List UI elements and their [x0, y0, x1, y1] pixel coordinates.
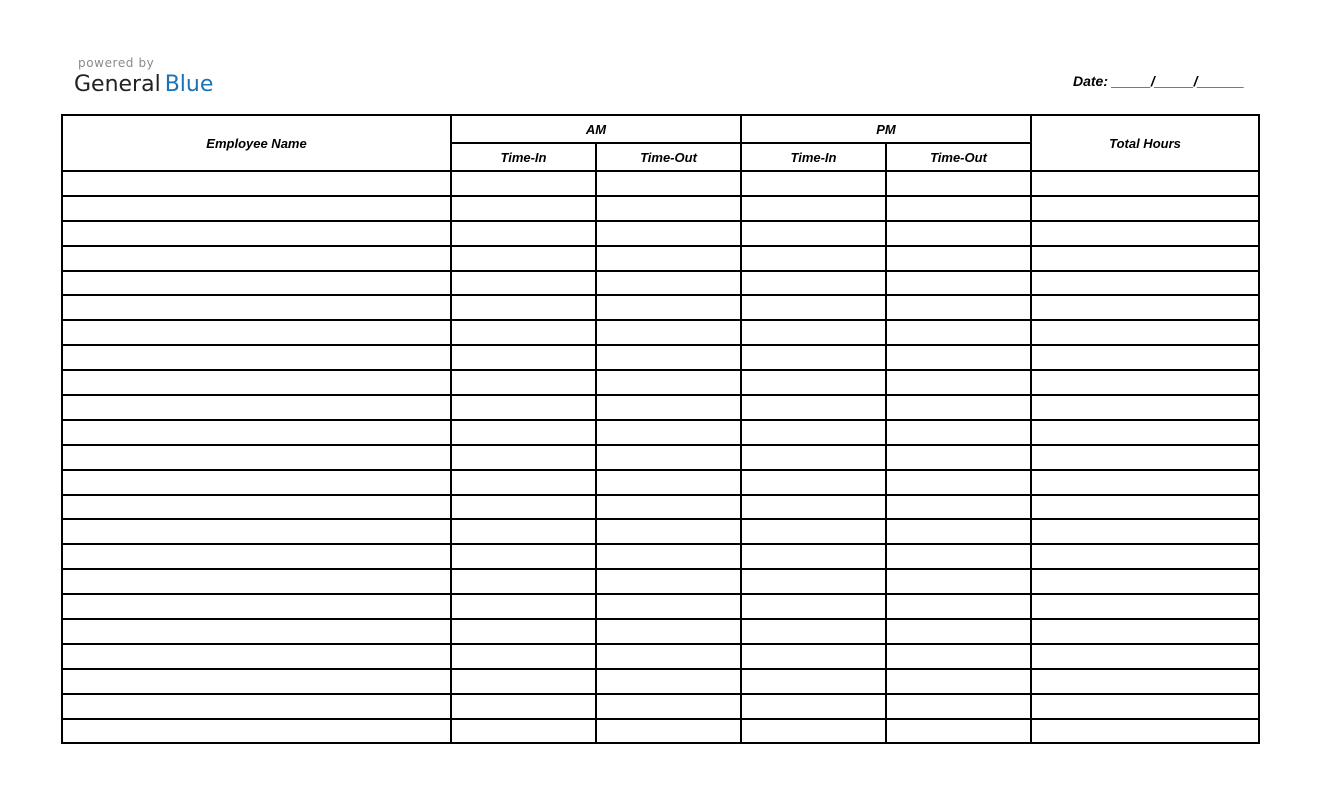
cell-am-time-in[interactable] [451, 619, 596, 644]
cell-employee-name[interactable] [62, 594, 451, 619]
table-row [62, 519, 1259, 544]
cell-am-time-in[interactable] [451, 594, 596, 619]
cell-am-time-in[interactable] [451, 271, 596, 296]
cell-am-time-out[interactable] [596, 295, 741, 320]
cell-employee-name[interactable] [62, 445, 451, 470]
cell-employee-name[interactable] [62, 495, 451, 520]
cell-pm-time-out[interactable] [886, 295, 1031, 320]
cell-total-hours[interactable] [1031, 420, 1259, 445]
table-row [62, 345, 1259, 370]
cell-pm-time-in[interactable] [741, 694, 886, 719]
cell-pm-time-in[interactable] [741, 196, 886, 221]
cell-total-hours[interactable] [1031, 495, 1259, 520]
table-row [62, 594, 1259, 619]
cell-total-hours[interactable] [1031, 370, 1259, 395]
cell-employee-name[interactable] [62, 196, 451, 221]
table-row [62, 495, 1259, 520]
table-row [62, 694, 1259, 719]
cell-am-time-in[interactable] [451, 171, 596, 196]
cell-employee-name[interactable] [62, 370, 451, 395]
cell-am-time-in[interactable] [451, 395, 596, 420]
cell-pm-time-out[interactable] [886, 171, 1031, 196]
cell-total-hours[interactable] [1031, 171, 1259, 196]
cell-pm-time-out[interactable] [886, 669, 1031, 694]
cell-pm-time-out[interactable] [886, 370, 1031, 395]
table-row [62, 644, 1259, 669]
cell-pm-time-in[interactable] [741, 719, 886, 744]
cell-am-time-in[interactable] [451, 669, 596, 694]
cell-pm-time-in[interactable] [741, 420, 886, 445]
cell-am-time-in[interactable] [451, 221, 596, 246]
header-am: AM [451, 115, 741, 143]
cell-total-hours[interactable] [1031, 445, 1259, 470]
cell-am-time-in[interactable] [451, 370, 596, 395]
cell-employee-name[interactable] [62, 295, 451, 320]
cell-am-time-out[interactable] [596, 669, 741, 694]
cell-pm-time-out[interactable] [886, 420, 1031, 445]
cell-employee-name[interactable] [62, 470, 451, 495]
cell-am-time-in[interactable] [451, 719, 596, 744]
cell-total-hours[interactable] [1031, 345, 1259, 370]
cell-employee-name[interactable] [62, 719, 451, 744]
header-am-time-in: Time-In [451, 143, 596, 171]
header-pm-time-in: Time-In [741, 143, 886, 171]
cell-total-hours[interactable] [1031, 619, 1259, 644]
cell-employee-name[interactable] [62, 271, 451, 296]
logo-general: General [74, 72, 161, 97]
cell-pm-time-out[interactable] [886, 445, 1031, 470]
cell-employee-name[interactable] [62, 395, 451, 420]
cell-total-hours[interactable] [1031, 669, 1259, 694]
cell-employee-name[interactable] [62, 544, 451, 569]
cell-pm-time-in[interactable] [741, 594, 886, 619]
cell-total-hours[interactable] [1031, 719, 1259, 744]
cell-am-time-out[interactable] [596, 569, 741, 594]
cell-total-hours[interactable] [1031, 320, 1259, 345]
cell-am-time-out[interactable] [596, 320, 741, 345]
table-row [62, 445, 1259, 470]
table-row [62, 719, 1259, 744]
cell-employee-name[interactable] [62, 519, 451, 544]
cell-pm-time-in[interactable] [741, 470, 886, 495]
cell-am-time-in[interactable] [451, 519, 596, 544]
table-row [62, 271, 1259, 296]
cell-pm-time-out[interactable] [886, 246, 1031, 271]
cell-total-hours[interactable] [1031, 594, 1259, 619]
cell-pm-time-in[interactable] [741, 320, 886, 345]
cell-pm-time-out[interactable] [886, 644, 1031, 669]
cell-total-hours[interactable] [1031, 544, 1259, 569]
table-row [62, 669, 1259, 694]
cell-am-time-out[interactable] [596, 495, 741, 520]
timesheet-table [61, 114, 1260, 744]
table-row [62, 320, 1259, 345]
cell-pm-time-out[interactable] [886, 544, 1031, 569]
cell-employee-name[interactable] [62, 246, 451, 271]
header-total-hours: Total Hours [1031, 115, 1259, 171]
cell-pm-time-out[interactable] [886, 345, 1031, 370]
cell-total-hours[interactable] [1031, 295, 1259, 320]
cell-pm-time-out[interactable] [886, 320, 1031, 345]
cell-am-time-out[interactable] [596, 370, 741, 395]
cell-pm-time-out[interactable] [886, 271, 1031, 296]
cell-am-time-in[interactable] [451, 445, 596, 470]
cell-total-hours[interactable] [1031, 271, 1259, 296]
brand-logo [74, 55, 213, 98]
powered-by-text: powered by [78, 56, 155, 70]
cell-employee-name[interactable] [62, 320, 451, 345]
cell-pm-time-out[interactable] [886, 619, 1031, 644]
cell-pm-time-in[interactable] [741, 345, 886, 370]
table-body [62, 171, 1259, 743]
cell-am-time-out[interactable] [596, 644, 741, 669]
cell-employee-name[interactable] [62, 619, 451, 644]
cell-total-hours[interactable] [1031, 569, 1259, 594]
cell-employee-name[interactable] [62, 569, 451, 594]
cell-pm-time-out[interactable] [886, 395, 1031, 420]
cell-am-time-in[interactable] [451, 495, 596, 520]
cell-am-time-out[interactable] [596, 445, 741, 470]
cell-pm-time-out[interactable] [886, 569, 1031, 594]
table-row [62, 420, 1259, 445]
cell-am-time-out[interactable] [596, 221, 741, 246]
cell-pm-time-in[interactable] [741, 295, 886, 320]
cell-employee-name[interactable] [62, 420, 451, 445]
cell-pm-time-in[interactable] [741, 445, 886, 470]
table-row [62, 246, 1259, 271]
cell-am-time-out[interactable] [596, 519, 741, 544]
cell-am-time-in[interactable] [451, 196, 596, 221]
cell-total-hours[interactable] [1031, 196, 1259, 221]
table-row [62, 569, 1259, 594]
cell-total-hours[interactable] [1031, 644, 1259, 669]
cell-am-time-out[interactable] [596, 171, 741, 196]
cell-am-time-out[interactable] [596, 345, 741, 370]
logo-wordmark [74, 72, 213, 98]
cell-am-time-in[interactable] [451, 544, 596, 569]
cell-am-time-in[interactable] [451, 295, 596, 320]
table-row [62, 544, 1259, 569]
cell-total-hours[interactable] [1031, 246, 1259, 271]
cell-pm-time-in[interactable] [741, 246, 886, 271]
cell-am-time-in[interactable] [451, 644, 596, 669]
cell-am-time-out[interactable] [596, 694, 741, 719]
cell-am-time-out[interactable] [596, 246, 741, 271]
cell-am-time-out[interactable] [596, 395, 741, 420]
cell-pm-time-in[interactable] [741, 519, 886, 544]
cell-pm-time-in[interactable] [741, 221, 886, 246]
table-row [62, 395, 1259, 420]
logo-blue: Blue [164, 72, 214, 97]
table-row [62, 295, 1259, 320]
cell-total-hours[interactable] [1031, 694, 1259, 719]
cell-am-time-in[interactable] [451, 470, 596, 495]
cell-pm-time-out[interactable] [886, 519, 1031, 544]
cell-pm-time-in[interactable] [741, 619, 886, 644]
cell-pm-time-in[interactable] [741, 495, 886, 520]
cell-total-hours[interactable] [1031, 395, 1259, 420]
date-field[interactable]: Date: _____/_____/______ [1073, 73, 1245, 89]
cell-am-time-out[interactable] [596, 271, 741, 296]
cell-pm-time-out[interactable] [886, 594, 1031, 619]
cell-am-time-in[interactable] [451, 569, 596, 594]
cell-pm-time-in[interactable] [741, 395, 886, 420]
cell-pm-time-in[interactable] [741, 271, 886, 296]
cell-pm-time-out[interactable] [886, 495, 1031, 520]
cell-pm-time-in[interactable] [741, 569, 886, 594]
cell-am-time-in[interactable] [451, 320, 596, 345]
table-row [62, 470, 1259, 495]
cell-am-time-in[interactable] [451, 345, 596, 370]
cell-employee-name[interactable] [62, 644, 451, 669]
cell-am-time-in[interactable] [451, 420, 596, 445]
cell-pm-time-out[interactable] [886, 196, 1031, 221]
cell-total-hours[interactable] [1031, 221, 1259, 246]
header-pm-time-out: Time-Out [886, 143, 1031, 171]
cell-employee-name[interactable] [62, 345, 451, 370]
cell-pm-time-in[interactable] [741, 669, 886, 694]
cell-am-time-in[interactable] [451, 246, 596, 271]
cell-pm-time-out[interactable] [886, 470, 1031, 495]
cell-employee-name[interactable] [62, 171, 451, 196]
cell-total-hours[interactable] [1031, 470, 1259, 495]
cell-pm-time-out[interactable] [886, 694, 1031, 719]
cell-am-time-out[interactable] [596, 594, 741, 619]
cell-am-time-out[interactable] [596, 544, 741, 569]
cell-employee-name[interactable] [62, 694, 451, 719]
table-row [62, 196, 1259, 221]
cell-pm-time-out[interactable] [886, 221, 1031, 246]
header-am-time-out: Time-Out [596, 143, 741, 171]
table-row [62, 370, 1259, 395]
cell-pm-time-in[interactable] [741, 370, 886, 395]
cell-am-time-out[interactable] [596, 470, 741, 495]
cell-am-time-in[interactable] [451, 694, 596, 719]
cell-employee-name[interactable] [62, 669, 451, 694]
cell-total-hours[interactable] [1031, 519, 1259, 544]
cell-am-time-out[interactable] [596, 719, 741, 744]
table-row [62, 221, 1259, 246]
table-row [62, 171, 1259, 196]
table-row [62, 619, 1259, 644]
cell-am-time-out[interactable] [596, 619, 741, 644]
cell-employee-name[interactable] [62, 221, 451, 246]
cell-am-time-out[interactable] [596, 196, 741, 221]
header-pm: PM [741, 115, 1031, 143]
cell-am-time-out[interactable] [596, 420, 741, 445]
cell-pm-time-out[interactable] [886, 719, 1031, 744]
cell-pm-time-in[interactable] [741, 544, 886, 569]
header-employee-name: Employee Name [62, 115, 451, 171]
cell-pm-time-in[interactable] [741, 644, 886, 669]
cell-pm-time-in[interactable] [741, 171, 886, 196]
